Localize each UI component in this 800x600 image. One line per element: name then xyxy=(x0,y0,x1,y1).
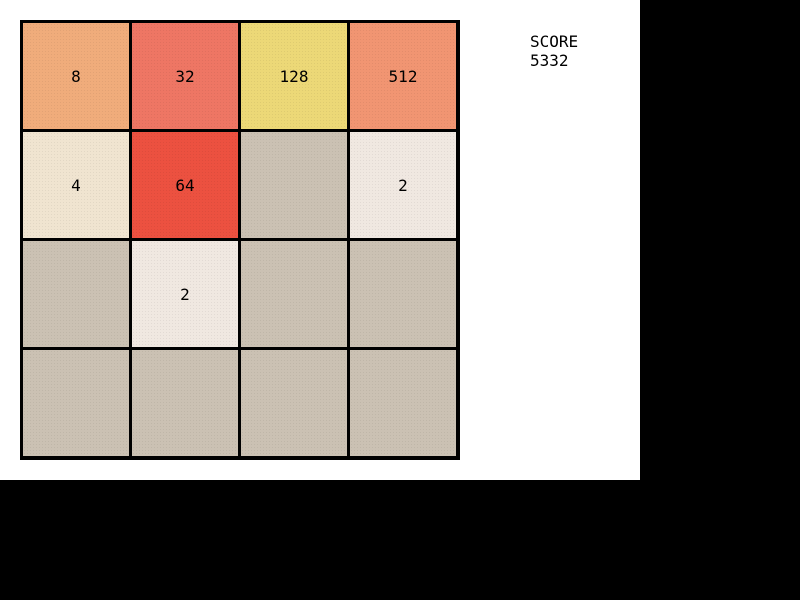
tile-r3-c1 xyxy=(132,350,238,456)
tile-r1-c3: 2 xyxy=(350,132,456,238)
tile-r2-c0 xyxy=(23,241,129,347)
tile-r0-c0: 8 xyxy=(23,23,129,129)
game-board[interactable] xyxy=(20,20,460,460)
tile-r1-c2 xyxy=(241,132,347,238)
tile-r3-c2 xyxy=(241,350,347,456)
tile-r2-c1: 2 xyxy=(132,241,238,347)
tile-r3-c3 xyxy=(350,350,456,456)
tile-r0-c1: 32 xyxy=(132,23,238,129)
score-label: SCORE xyxy=(530,32,579,51)
score-value: 5332 xyxy=(530,51,569,70)
score-panel xyxy=(530,32,578,70)
tile-r2-c2 xyxy=(241,241,347,347)
tile-r1-c1: 64 xyxy=(132,132,238,238)
tile-r0-c3: 512 xyxy=(350,23,456,129)
tile-r0-c2: 128 xyxy=(241,23,347,129)
tile-r3-c0 xyxy=(23,350,129,456)
tile-r1-c0: 4 xyxy=(23,132,129,238)
tile-r2-c3 xyxy=(350,241,456,347)
